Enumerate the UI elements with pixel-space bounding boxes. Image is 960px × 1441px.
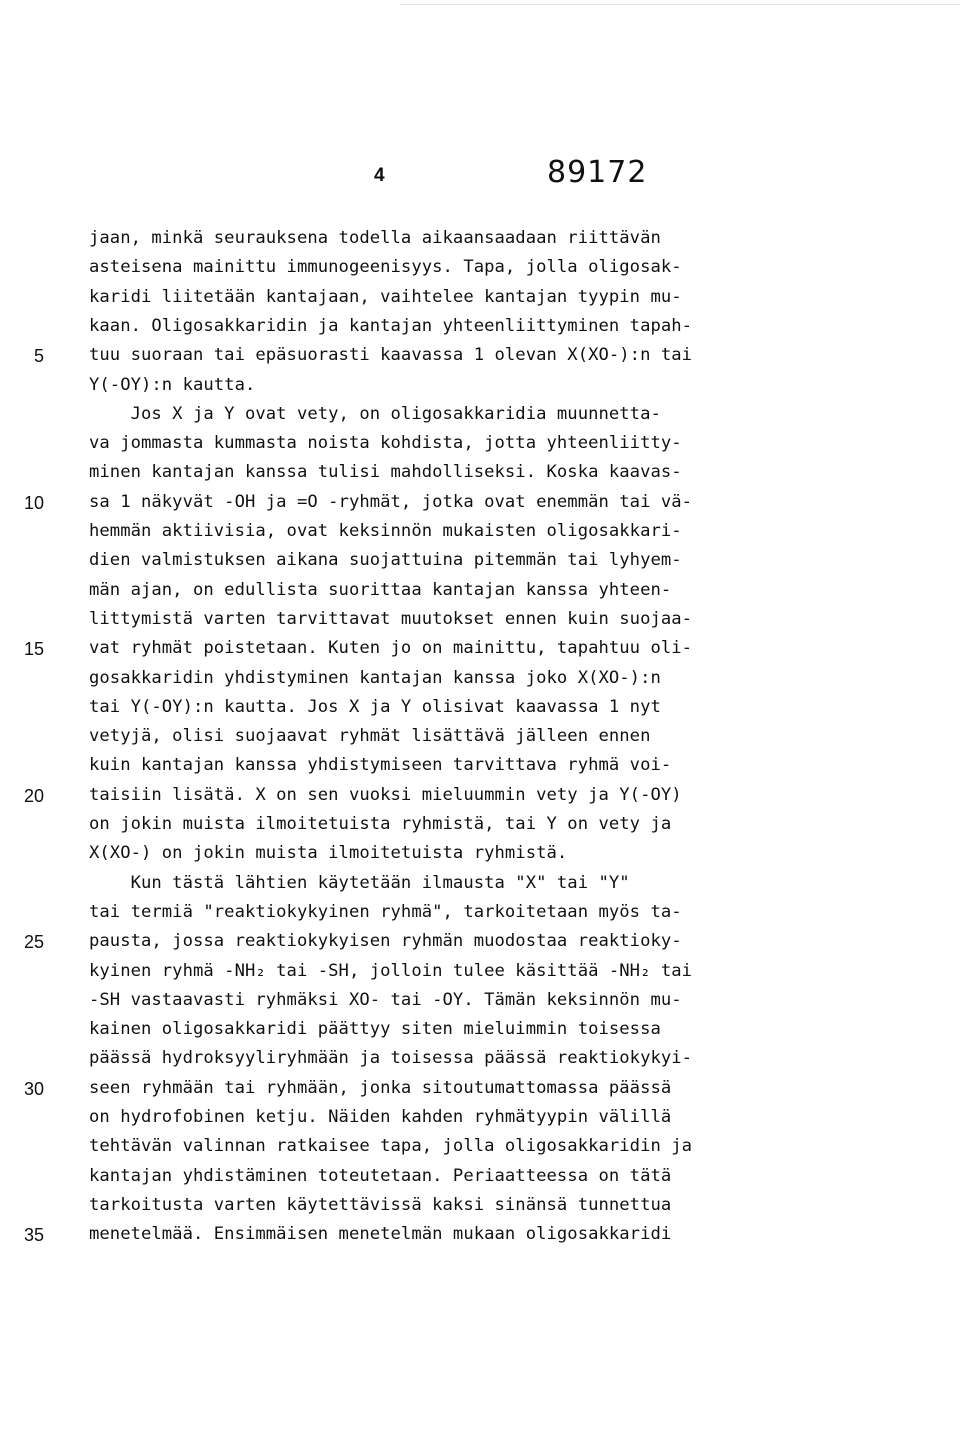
margin-line-number: 35 [23, 1225, 44, 1246]
text-line: tai Y(-OY):n kautta. Jos X ja Y olisivat kaavassa 1 nyt [89, 696, 661, 717]
document-number: 89172 [547, 155, 648, 190]
margin-line-number: 20 [23, 785, 44, 806]
text-line: asteisena mainittu immunogeenisyys. Tapa, jolla oligosak- [89, 257, 682, 278]
text-line: tuu suoraan tai epäsuorasti kaavassa 1 olevan X(XO-):n tai [89, 345, 693, 366]
text-line: gosakkaridin yhdistyminen kantajan kanssa joko X(XO-):n [89, 667, 661, 688]
text-line: X(XO-) on jokin muista ilmoitetuista ryhmistä. [89, 843, 568, 864]
text-line: on hydrofobinen ketju. Näiden kahden ryhmätyypin välillä [89, 1107, 672, 1127]
text-line: menetelmää. Ensimmäisen menetelmän mukaan oligosakkaridi [89, 1224, 672, 1245]
text-line: dien valmistuksen aikana suojattuina pitemmän tai lyhyem- [89, 550, 682, 571]
text-line: vat ryhmät poistetaan. Kuten jo on mainittu, tapahtuu oli- [89, 638, 693, 659]
text-line: tarkoitusta varten käytettävissä kaksi sinänsä tunnettua [89, 1194, 672, 1215]
text-line: vetyjä, olisi suojaavat ryhmät lisättävä jälleen ennen [89, 726, 651, 747]
text-line: kuin kantajan kanssa yhdistymiseen tarvittava ryhmä voi- [89, 755, 672, 776]
text-line: taisiin lisätä. X on sen vuoksi mieluummin vety ja Y(-OY) [89, 784, 682, 805]
text-line: Kun tästä lähtien käytetään ilmausta "X" tai "Y" [89, 872, 630, 893]
text-line: sa 1 näkyvät -OH ja =O -ryhmät, jotka ovat enemmän tai vä- [89, 491, 693, 512]
text-line: kaan. Oligosakkaridin ja kantajan yhteenliittyminen tapah- [89, 315, 693, 336]
top-edge-rule [400, 4, 960, 5]
text-line: Jos X ja Y ovat vety, on oligosakkaridia muunnetta- [89, 403, 661, 424]
text-line: Y(-OY):n kautta. [89, 374, 256, 395]
text-line: karidi liitetään kantajaan, vaihtelee kantajan tyypin mu- [89, 286, 682, 307]
text-line: kainen oligosakkaridi päättyy siten mieluimmin toisessa [89, 1019, 661, 1040]
margin-line-number: 25 [23, 932, 44, 953]
margin-line-number: 30 [23, 1078, 44, 1099]
text-line: päässä hydroksyyliryhmään ja toisessa päässä reaktiokykyi- [89, 1048, 693, 1069]
text-line: on jokin muista ilmoitetuista ryhmistä, tai Y on vety ja [89, 814, 672, 834]
text-line: kyinen ryhmä -NH₂ tai -SH, jolloin tulee käsittää -NH₂ tai [89, 960, 693, 981]
margin-line-number: 15 [23, 639, 44, 660]
text-line: hemmän aktiivisia, ovat keksinnön mukaisten oligosakkari- [89, 521, 682, 541]
text-line: littymistä varten tarvittavat muutokset ennen kuin suojaa- [89, 608, 693, 629]
text-line: kantajan yhdistäminen toteutetaan. Periaatteessa on tätä [89, 1165, 672, 1186]
page-number: 4 [374, 165, 385, 186]
text-line: seen ryhmään tai ryhmään, jonka sitoutumattomassa päässä [89, 1077, 672, 1098]
margin-line-number: 10 [23, 492, 44, 513]
text-line: jaan, minkä seurauksena todella aikaansaadaan riittävän [89, 228, 661, 248]
margin-line-number: 5 [33, 346, 44, 367]
text-line: va jommasta kummasta noista kohdista, jotta yhteenliitty- [89, 433, 682, 454]
text-line: män ajan, on edullista suorittaa kantajan kanssa yhteen- [89, 579, 672, 600]
text-line: pausta, jossa reaktiokykyisen ryhmän muodostaa reaktioky- [89, 931, 682, 952]
text-line: minen kantajan kanssa tulisi mahdolliseksi. Koska kaavas- [89, 462, 682, 483]
text-line: -SH vastaavasti ryhmäksi XO- tai -OY. Tämän keksinnön mu- [89, 989, 682, 1010]
text-line: tehtävän valinnan ratkaisee tapa, jolla oligosakkaridin ja [89, 1136, 693, 1157]
text-line: tai termiä "reaktiokykyinen ryhmä", tarkoitetaan myös ta- [89, 901, 682, 922]
